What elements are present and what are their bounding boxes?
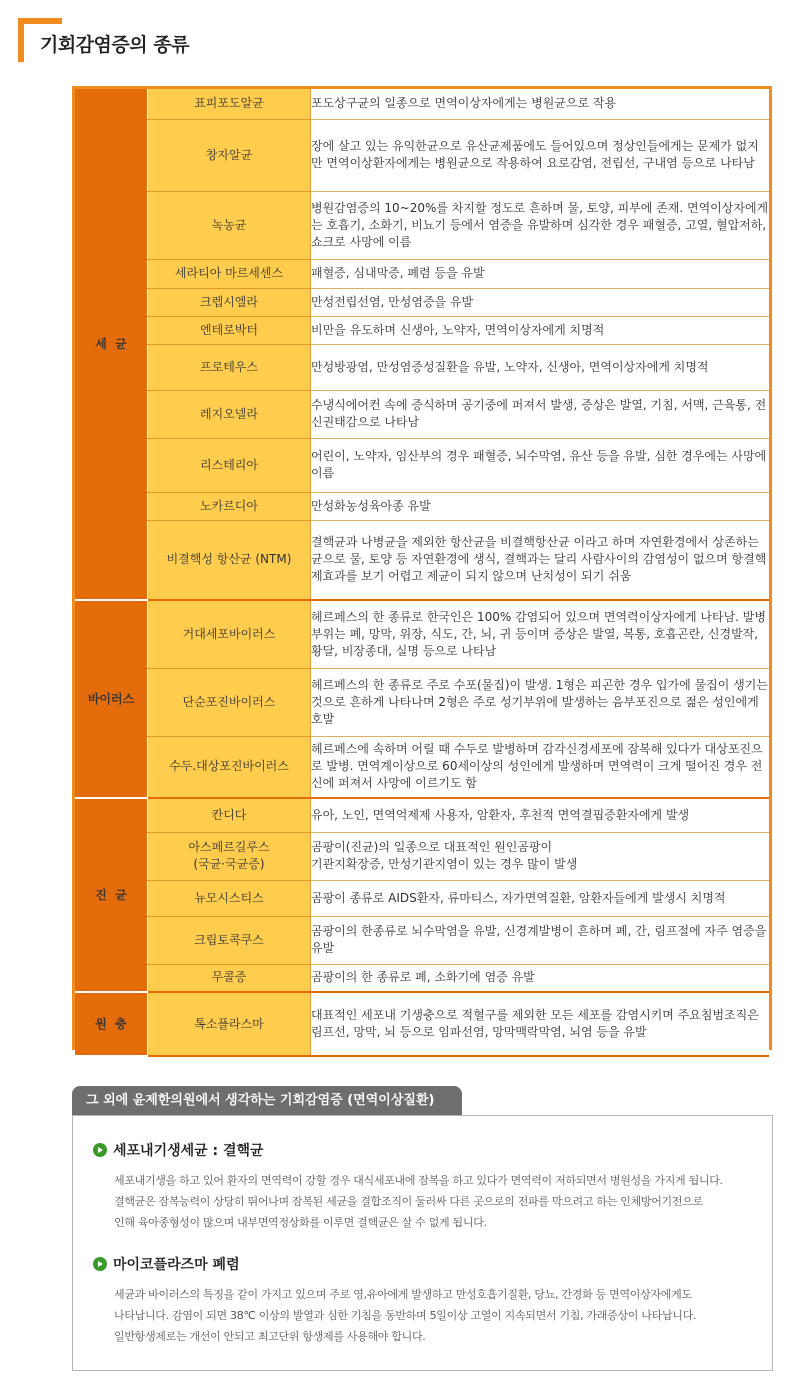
category-cell: 원 충 (75, 992, 148, 1056)
table-row (75, 288, 769, 316)
play-bullet-icon (93, 1257, 107, 1271)
table-row (75, 798, 769, 832)
table-row (75, 832, 769, 880)
pathogen-name-cell: 수두.대상포진바이러스 (148, 736, 311, 798)
table-row (75, 438, 769, 492)
table-row (75, 89, 769, 119)
pathogen-description-cell: 결핵균과 나병균을 제외한 항산균을 비결핵항산균 이라고 하며 자연환경에서 상존하는 균으로 물, 토양 등 자연환경에 생식, 결핵과는 달리 사람사이의 감염성이 없으며 항결핵제효과를 보기 어렵고 제균이 되지 않으며 난치성이 되기 쉬움 (311, 520, 770, 600)
pathogen-name-cell: 창자알균 (148, 119, 311, 191)
table-row (75, 344, 769, 390)
pathogen-name-cell: 거대세포바이러스 (148, 600, 311, 668)
pathogen-description-cell: 헤르페스의 한 종류로 한국인은 100% 감염되어 있으며 면역력이상자에게 나타남. 발병부위는 폐, 망막, 위장, 식도, 간, 뇌, 귀 등이며 증상은 발열, 복통, 호흡곤란, 신경발작, 황달, 비장종대, 실명 등으로 나타남 (311, 600, 770, 668)
pathogen-name-cell: 엔테로박터 (148, 316, 311, 344)
pathogen-description-cell: 패혈증, 심내막증, 폐렴 등을 유발 (311, 259, 770, 288)
category-cell: 바이러스 (75, 600, 148, 798)
pathogen-name-cell: 프로테우스 (148, 344, 311, 390)
section-line: 일반항생제로는 개선이 안되고 최고단위 항생제를 사용해야 합니다. (114, 1330, 426, 1343)
table-row (75, 600, 769, 668)
table-row (75, 390, 769, 438)
table-row (75, 316, 769, 344)
pathogen-description-cell: 포도상구균의 일종으로 면역이상자에게는 병원균으로 작용 (311, 89, 770, 119)
section-heading (93, 1254, 754, 1274)
table-row (75, 668, 769, 736)
pathogen-name-cell: 표피포도알균 (148, 89, 311, 119)
pathogen-description-cell: 헤르페스에 속하며 어릴 때 수두로 발병하며 감각신경세포에 잠복해 있다가 대상포진으로 발병. 면역계이상으로 60세이상의 성인에게 발생하며 면역력이 크게 떨어진 경우 전신에 퍼져서 사망에 이르기도 함 (311, 736, 770, 798)
table-row (75, 191, 769, 259)
pathogen-name-cell: 칸디다 (148, 798, 311, 832)
table-row (75, 492, 769, 520)
section-line: 인해 육아종형성이 많으며 내부면역정상화를 이루면 결핵균은 살 수 없게 됩니다. (114, 1216, 487, 1229)
pathogen-description-cell: 대표적인 세포내 기생충으로 적혈구를 제외한 모든 세포를 감염시키며 주요침범조직은 림프선, 망막, 뇌 등으로 임파선염, 망막맥락막염, 뇌염 등을 유발 (311, 992, 770, 1056)
table-row (75, 520, 769, 600)
table-row (75, 992, 769, 1056)
section-title: 세포내기생세균 : 결핵균 (113, 1143, 264, 1159)
infection-types-table-frame (72, 86, 772, 1050)
infection-types-table (75, 89, 769, 1057)
pathogen-description-cell: 수냉식에어컨 속에 증식하며 공기중에 퍼져서 발생, 증상은 발열, 기침, 서맥, 근육통, 전신권태감으로 나타남 (311, 390, 770, 438)
page-title: 기회감염증의 종류 (40, 34, 189, 56)
table-row (75, 736, 769, 798)
table-row (75, 259, 769, 288)
pathogen-name-cell: 크렙시엘라 (148, 288, 311, 316)
page-header (18, 18, 318, 64)
pathogen-name-cell: 단순포진바이러스 (148, 668, 311, 736)
pathogen-name-cell: 비결핵성 항산균 (NTM) (148, 520, 311, 600)
other-infections-box (72, 1115, 773, 1371)
pathogen-name-cell: 아스페르길루스 (국균·국균증) (148, 832, 311, 880)
section-line: 결핵균은 잠복능력이 상당히 뛰어나며 잠복된 세균을 결합조직이 둘러싸 다른 곳으로의 전파를 막으려고 하는 인체방어기전으로 (114, 1195, 703, 1208)
other-infections-tab: 그 외에 윤제한의원에서 생각하는 기회감염증 (면역이상질환) (72, 1086, 462, 1116)
pathogen-description-cell: 곰팡이(진균)의 일종으로 대표적인 원인곰팡이 기관지확장증, 만성기관지염이 있는 경우 많이 발생 (311, 832, 770, 880)
section-line: 세균과 바이러스의 특징을 같이 가지고 있으며 주로 영,유아에게 발생하고 만성호흡기질환, 당뇨, 간경화 등 면역이상자에게도 (114, 1288, 692, 1301)
pathogen-name-cell: 리스테리아 (148, 438, 311, 492)
table-row (75, 119, 769, 191)
pathogen-name-cell: 레지오넬라 (148, 390, 311, 438)
pathogen-description-cell: 만성전립선염, 만성염증을 유발 (311, 288, 770, 316)
pathogen-description-cell: 만성화농성육아종 유발 (311, 492, 770, 520)
category-cell: 진 균 (75, 798, 148, 992)
pathogen-name-cell: 뉴모시스티스 (148, 880, 311, 916)
pathogen-description-cell: 만성방광염, 만성염증성질환을 유발, 노약자, 신생아, 면역이상자에게 치명적 (311, 344, 770, 390)
section-body (114, 1170, 754, 1233)
play-bullet-icon (93, 1143, 107, 1157)
table-row (75, 916, 769, 964)
pathogen-name-cell: 노카르디아 (148, 492, 311, 520)
infection-types-table-body (75, 89, 769, 1056)
pathogen-description-cell: 장에 살고 있는 유익한균으로 유산균제품에도 들어있으며 정상인들에게는 문제가 없지만 면역이상환자에게는 병원균으로 작용하여 요로감염, 전립선, 구내염 등으로 나타남 (311, 119, 770, 191)
pathogen-name-cell: 크립토콕쿠스 (148, 916, 311, 964)
pathogen-description-cell: 어린이, 노약자, 임산부의 경우 패혈증, 뇌수막염, 유산 등을 유발, 심한 경우에는 사망에 이름 (311, 438, 770, 492)
pathogen-description-cell: 유아, 노인, 면역억제제 사용자, 암환자, 후천적 면역결핍증환자에게 발생 (311, 798, 770, 832)
pathogen-name-cell: 톡소플라스마 (148, 992, 311, 1056)
table-row (75, 880, 769, 916)
pathogen-description-cell: 헤르페스의 한 종류로 주로 수포(물집)이 발생. 1형은 피곤한 경우 입가에 물집이 생기는 것으로 흔하게 나타나며 2형은 주로 성기부위에 발생하는 음부포진으로 젊은 성인에게 호발 (311, 668, 770, 736)
section-body (114, 1284, 754, 1347)
section-line: 나타납니다. 감염이 되면 38℃ 이상의 발열과 심한 기침을 동반하며 5일이상 고열이 지속되면서 기침, 가래증상이 나타납니다. (114, 1309, 697, 1322)
pathogen-description-cell: 곰팡이의 한종류로 뇌수막염을 유발, 신경계발병이 흔하며 폐, 간, 림프절에 자주 염증을 유발 (311, 916, 770, 964)
section-mycoplasma (93, 1254, 754, 1347)
section-title: 마이코플라즈마 폐렴 (113, 1257, 240, 1273)
section-heading (93, 1140, 754, 1160)
pathogen-name-cell: 무콜증 (148, 964, 311, 992)
section-line: 세포내기생을 하고 있어 환자의 면역력이 강할 경우 대식세포내에 잠복을 하고 있다가 면역력이 저하되면서 병원성을 가지게 됩니다. (114, 1174, 723, 1187)
pathogen-name-cell: 녹농균 (148, 191, 311, 259)
pathogen-description-cell: 병원감염증의 10~20%를 차지할 정도로 흔하며 물, 토양, 피부에 존재. 면역이상자에게는 호흡기, 소화기, 비뇨기 등에서 염증을 유발하며 심각한 경우 패혈증, 고열, 혈압저하, 쇼크로 사망에 이름 (311, 191, 770, 259)
pathogen-name-cell: 세라티아 마르세센스 (148, 259, 311, 288)
table-row (75, 964, 769, 992)
pathogen-description-cell: 곰팡이의 한 종류로 폐, 소화기에 염증 유발 (311, 964, 770, 992)
section-tuberculosis (93, 1140, 754, 1233)
pathogen-description-cell: 곰팡이 종류로 AIDS환자, 류마티스, 자가면역질환, 암환자들에게 발생시 치명적 (311, 880, 770, 916)
pathogen-description-cell: 비만을 유도하며 신생아, 노약자, 면역이상자에게 치명적 (311, 316, 770, 344)
category-cell: 세 균 (75, 89, 148, 600)
